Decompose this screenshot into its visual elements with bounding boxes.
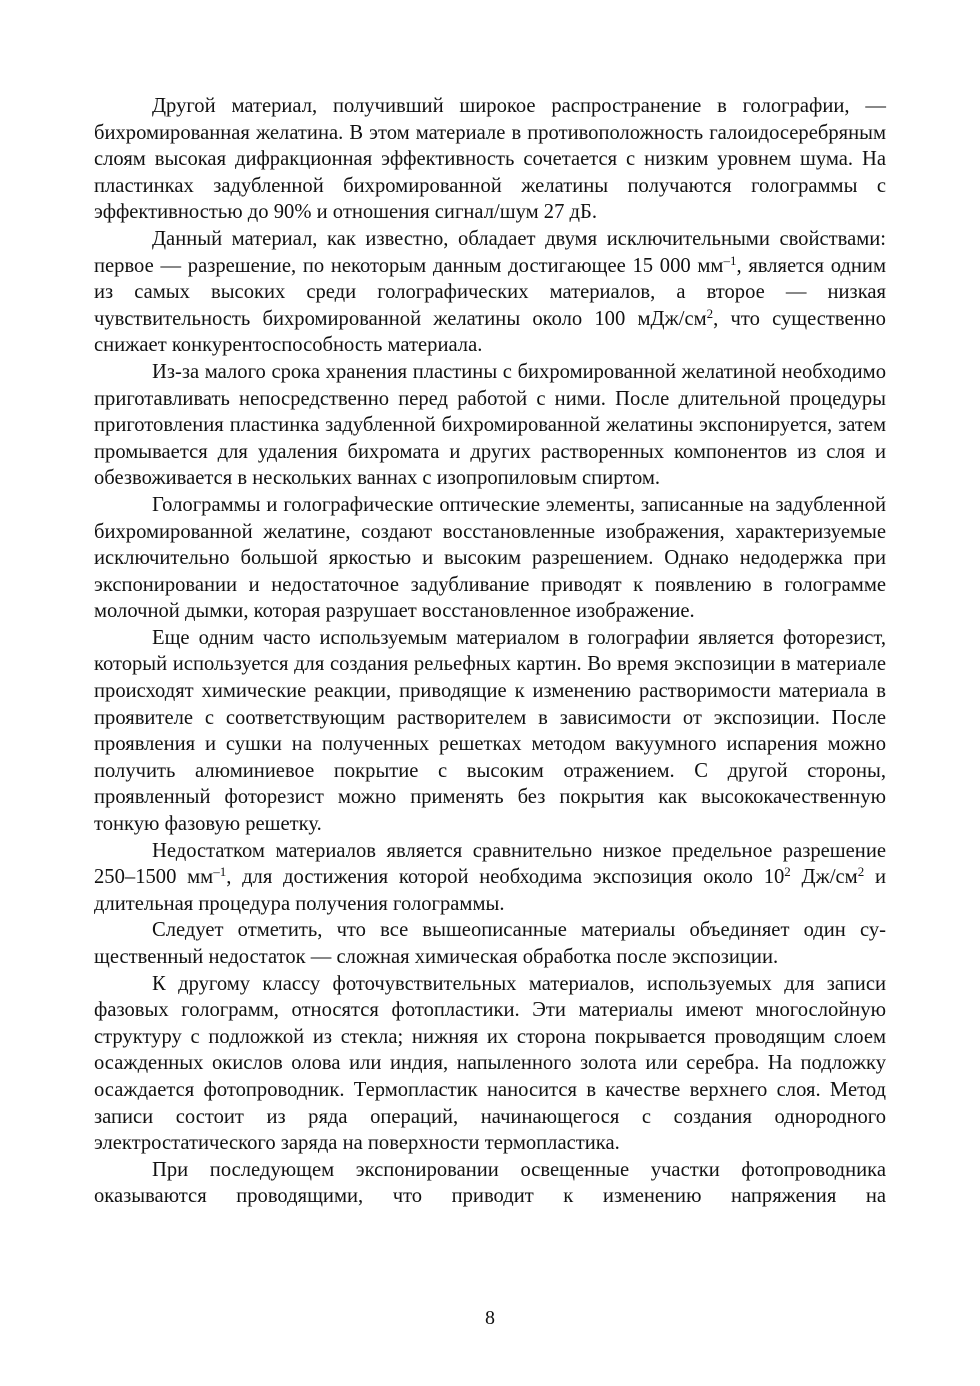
superscript: –1 xyxy=(213,864,227,880)
paragraph-text: , для достижения которой необходима экспозиция около 10 xyxy=(226,866,785,889)
paragraph-text: Данный материал, как известно, обладает двумя исключительными свойствами: первое — разрешение, по некоторым данным достигающее 15 000 мм xyxy=(94,227,886,277)
paragraph-hologram-quality: Голограммы и голографические оптические элементы, записанные на задубленной бихромированной желатине, создают восстановленные изображения, характеризуемые исключительно большой яркостью и высоким разрешением. Однако недодержка при экспонировании и недостаточное задубливание приводят к появлению в голограмме молочной дымки, которая разрушает восстановленное изображение. xyxy=(94,493,886,623)
paragraph-text: Дж/см xyxy=(790,866,858,889)
paragraph-photoplastics: К другому классу фоточувствительных материалов, используемых для записи фазовых голограмм, относятся фотопластики. Эти материалы имеют многослойную структуру с подложкой из стекла; нижняя их сторона покрывается проводящим слоем осажденных окислов олова или индия, напыленного золота или серебра. На подложку осаждается фотопроводник. Термопластик наносится в качестве верхнего слоя. Метод записи состоит из ряда операций, начинающегося с создания однородного электростатического заряда на поверхности термопластика. xyxy=(94,972,886,1155)
paragraph-bichromated-gelatin: Другой материал, получивший широкое распространение в голографии, — бихромированная желатина. В этом материале в противоположность галоидосеребряным слоям высокая дифракционная эффективность сочетается с низким уровнем шума. На пластинках задубленной бихромированной желатины получаются голограммы с эффективностью до 90% и отношения сигнал/шум 27 дБ. xyxy=(94,95,886,224)
superscript: 2 xyxy=(784,864,791,880)
paragraph-text: , что существенно снижает конкурентоспособность материала. xyxy=(94,307,886,357)
paragraph-text: Недостатком материалов является сравнительно низкое предельное разрешение 250–1500 мм xyxy=(94,839,886,889)
superscript: –1 xyxy=(723,252,737,268)
paragraph-plate-preparation: Из-за малого срока хранения пластины с бихромированной желатиной необходимо приготавливать непосредственно перед работой с ними. После длительной процедуры приготовления пластинка задубленной бихромированной желатины экспонируется, затем промывается для удаления бихромата и других растворенных компонентов из слоя и обезвоживается в нескольких ваннах с изопропиловым спиртом. xyxy=(94,360,886,490)
paragraph-photoresist-drawback xyxy=(94,838,886,918)
document-page xyxy=(94,93,886,1210)
superscript: 2 xyxy=(706,305,714,321)
paragraph-exposure: При последующем экспонировании освещенные участки фотопроводника оказываются проводящими, что приводит к изменению напряжения на xyxy=(94,1158,886,1208)
paragraph-photoresist: Еще одним часто используемым материалом в голографии является фоторезист, который используется для создания рельефных картин. Во время экспозиции в материале происходят химические реакции, приводящие к изменению растворимости материала в проявителе с соответствующим растворителем в зависимости от экспозиции. После проявления и сушки на полученных решетках методом вакуумного испарения можно получить алюминиевое покрытие с высоким отражением. С другой стороны, проявленный фоторезист можно применять без покрытия как высококачественную тонкую фазовую решетку. xyxy=(94,626,886,836)
page-number: 8 xyxy=(485,1307,495,1329)
paragraph-common-disadvantage: Следует отметить, что все вышеописанные материалы объединяет один существенный недостаток — сложная химическая обработка после экспозиции. xyxy=(94,919,886,968)
paragraph-material-properties xyxy=(94,226,886,359)
paragraph-text: и длительная процедура получения голограммы. xyxy=(94,866,886,915)
paragraph-text: , является одним из самых высоких среди голографических материалов, а второе — низкая чувствительность бихромированной желатины около 100 мДж/см xyxy=(94,254,886,330)
superscript: 2 xyxy=(857,864,865,880)
